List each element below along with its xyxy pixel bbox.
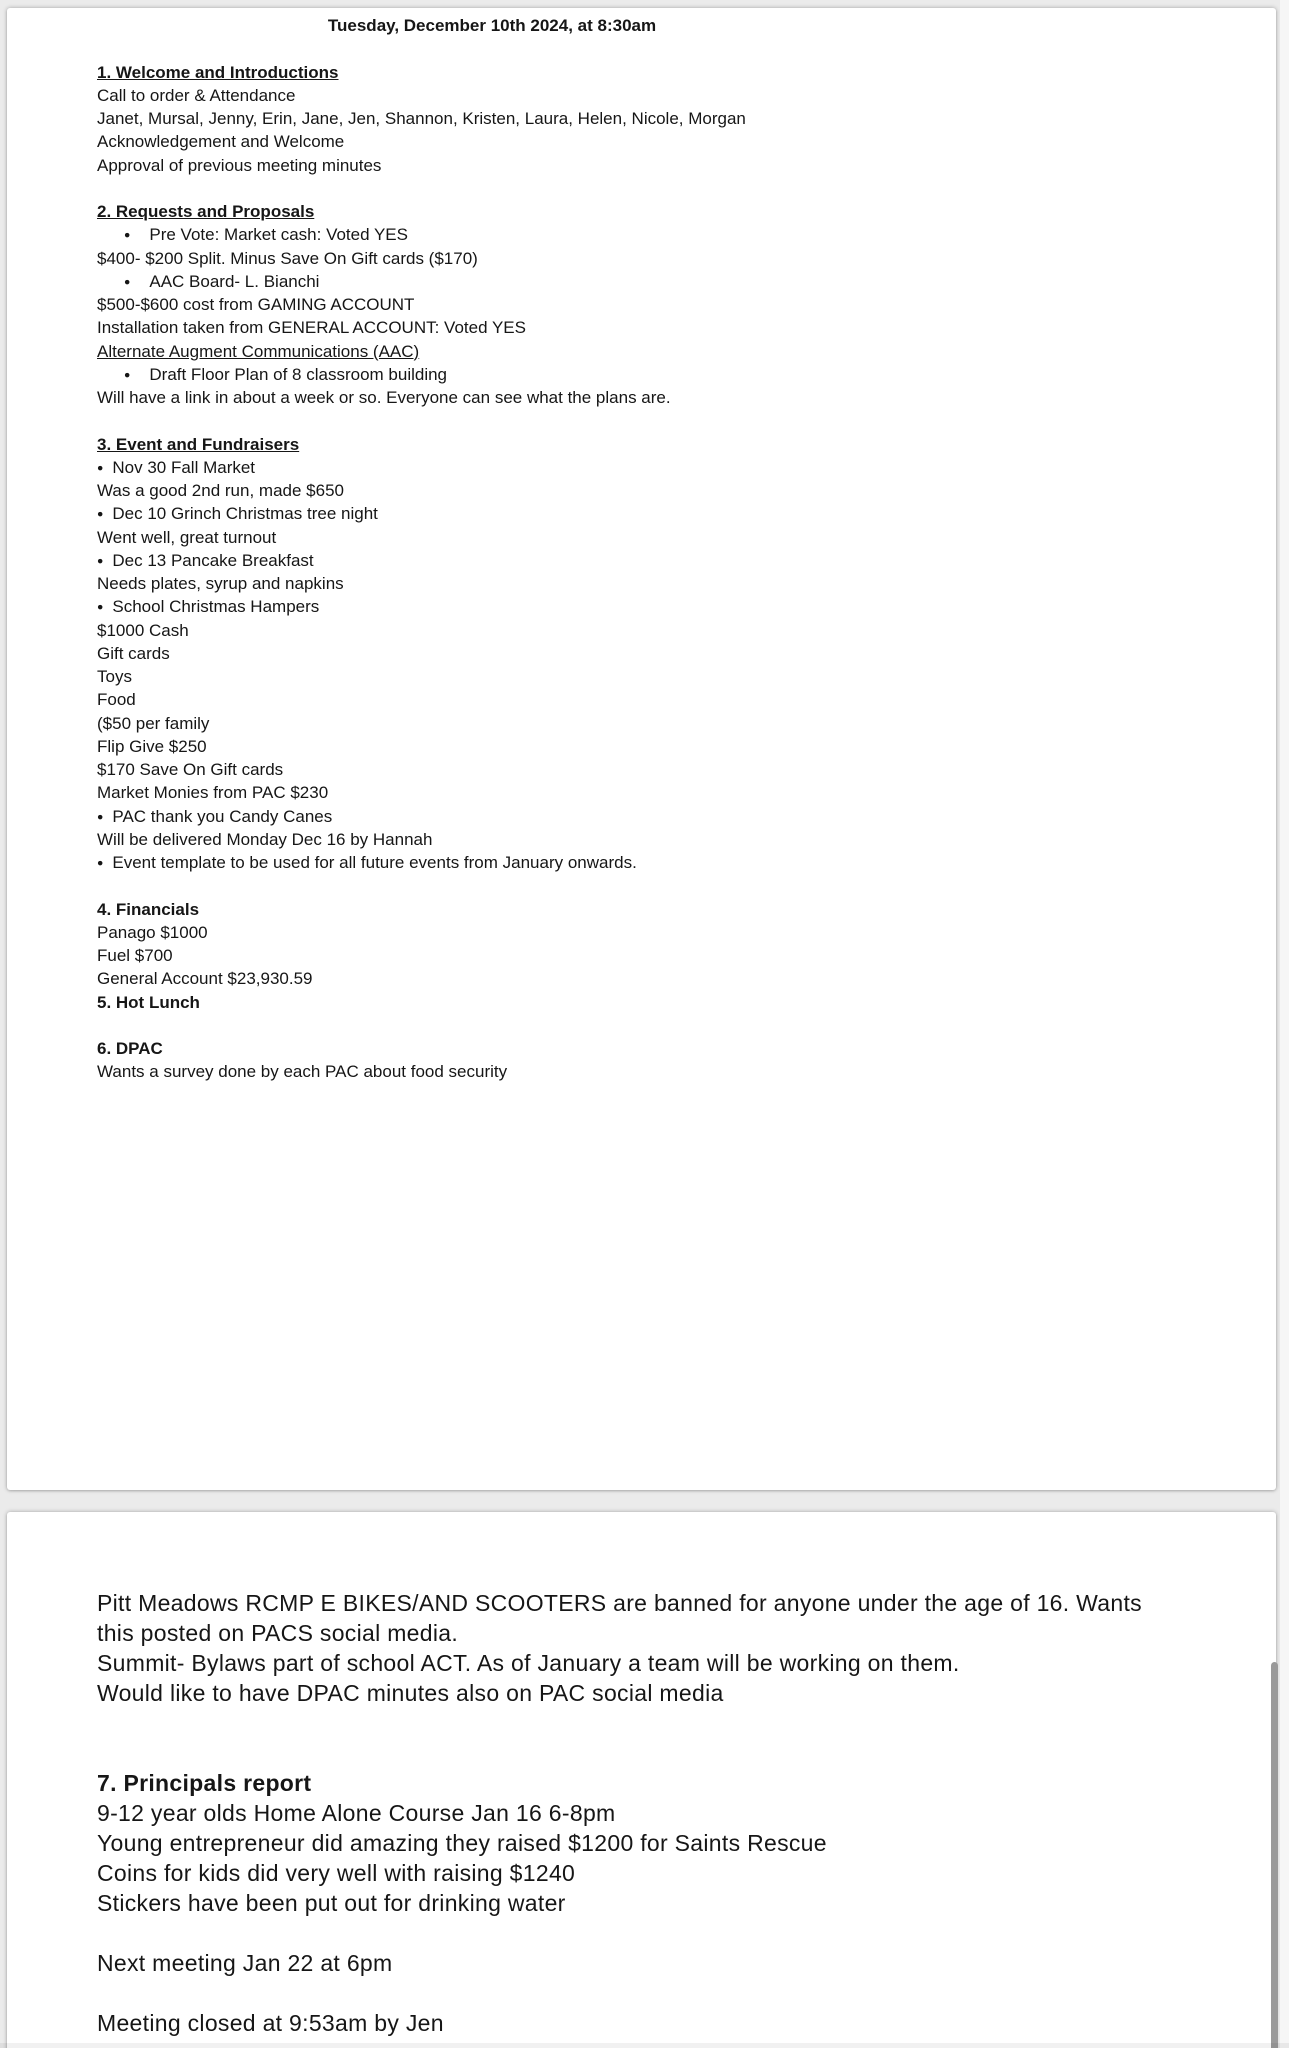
blank-line (97, 1708, 1166, 1738)
doc-title: Tuesday, December 10th 2024, at 8:30am (327, 16, 657, 35)
bullet-icon: ● (97, 810, 104, 823)
list-item (97, 549, 1166, 572)
doc-text-line: Will be delivered Monday Dec 16 by Hannah (97, 829, 433, 849)
blank-line (97, 1918, 1166, 1948)
section-heading: 6. DPAC (97, 1039, 163, 1058)
doc-text-line: Will have a link in about a week or so. Everyone can see what the plans are. (97, 388, 671, 407)
doc-text-line: Call to order & Attendance (97, 85, 296, 105)
bullet-icon: ● (97, 508, 104, 521)
doc-text-line: Needs plates, syrup and napkins (97, 574, 344, 593)
doc-text-line: Young entrepreneur did amazing they raised $1200 for Saints Rescue (97, 1830, 827, 1856)
document-page-1 (7, 8, 1276, 1490)
doc-text-line: Approval of previous meeting minutes (97, 155, 382, 175)
list-item-text: Event template to be used for all future events from January onwards. (112, 853, 637, 872)
bullet-icon: ● (97, 601, 104, 614)
doc-text-line: 9-12 year olds Home Alone Course Jan 16 6-8pm (97, 1800, 616, 1826)
list-item (97, 595, 1166, 618)
doc-text-line: Toys (97, 667, 132, 686)
doc-text-line: Was a good 2nd run, made $650 (97, 481, 344, 500)
doc-text-line: $170 Save On Gift cards (97, 760, 284, 779)
doc-text-line: Gift cards (97, 643, 170, 663)
doc-text-line: Market Monies from PAC $230 (97, 783, 329, 803)
blank-line (97, 874, 1166, 897)
vertical-scrollbar-thumb[interactable] (1271, 1662, 1278, 2048)
section-heading: 7. Principals report (97, 1770, 312, 1796)
doc-text-line: Summit- Bylaws part of school ACT. As of January a team will be working on them. (97, 1650, 960, 1676)
bullet-icon: ● (97, 554, 104, 567)
doc-text-line: $500-$600 cost from GAMING ACCOUNT (97, 295, 415, 314)
list-item-text: Dec 13 Pancake Breakfast (112, 550, 314, 570)
doc-text-line: Wants a survey done by each PAC about food security (97, 1062, 508, 1082)
bullet-icon: ● (124, 229, 131, 242)
section-heading: 5. Hot Lunch (97, 992, 200, 1012)
bottom-edge-shadow (0, 2043, 1289, 2048)
list-item (97, 363, 1166, 386)
doc-text-line: this posted on PACS social media. (97, 1620, 459, 1646)
list-item-text: School Christmas Hampers (112, 597, 320, 617)
scrollbar-track[interactable] (1280, 0, 1289, 2048)
doc-text-line: Coins for kids did very well with raising $1240 (97, 1860, 576, 1886)
section-heading: 4. Financials (97, 899, 200, 919)
doc-text-line: General Account $23,930.59 (97, 969, 313, 989)
page-1-content (97, 14, 1166, 1084)
doc-text-line: Stickers have been put out for drinking water (97, 1890, 566, 1916)
doc-text-line: Janet, Mursal, Jenny, Erin, Jane, Jen, Shannon, Kristen, Laura, Helen, Nicole, Morgan (97, 109, 746, 128)
list-item (97, 270, 1166, 293)
doc-text-line: Meeting closed at 9:53am by Jen (97, 2010, 444, 2036)
page-2-content (97, 1588, 1166, 2038)
doc-text-line: $1000 Cash (97, 620, 189, 640)
doc-text-line: Acknowledgement and Welcome (97, 132, 345, 152)
list-item (97, 456, 1166, 479)
blank-line (97, 1978, 1166, 2008)
section-heading: 1. Welcome and Introductions (97, 62, 339, 82)
bullet-icon: ● (97, 461, 104, 474)
bullet-icon: ● (97, 857, 104, 869)
section-heading: 3. Event and Fundraisers (97, 434, 300, 454)
bullet-icon: ● (124, 368, 131, 381)
underlined-text: Alternate Augment Communications (AAC) (97, 341, 420, 361)
list-item-text: Draft Floor Plan of 8 classroom building (149, 364, 448, 384)
doc-text-line: $400- $200 Split. Minus Save On Gift cards ($170) (97, 248, 478, 268)
doc-text-line: ($50 per family (97, 713, 210, 733)
blank-line (97, 37, 1166, 60)
doc-text-line: Panago $1000 (97, 922, 208, 942)
list-item-text: AAC Board- L. Bianchi (149, 271, 320, 291)
section-heading: 2. Requests and Proposals (97, 202, 315, 221)
list-item (97, 851, 1166, 874)
list-item-text: Dec 10 Grinch Christmas tree night (112, 504, 378, 524)
doc-text-line: Food (97, 690, 136, 710)
list-item (97, 502, 1166, 525)
doc-text-line: Fuel $700 (97, 946, 173, 965)
list-item-text: Pre Vote: Market cash: Voted YES (149, 225, 408, 245)
list-item-text: Nov 30 Fall Market (112, 457, 256, 477)
doc-text-line: Went well, great turnout (97, 527, 277, 547)
blank-line (97, 177, 1166, 200)
list-item (97, 805, 1166, 828)
doc-text-line: Would like to have DPAC minutes also on PAC social media (97, 1680, 724, 1706)
list-item-text: PAC thank you Candy Canes (112, 806, 333, 826)
blank-line (97, 1738, 1166, 1768)
doc-text-line: Flip Give $250 (97, 736, 207, 756)
list-item (97, 223, 1166, 246)
blank-line (97, 1014, 1166, 1037)
doc-text-line: Installation taken from GENERAL ACCOUNT: Voted YES (97, 318, 526, 338)
bullet-icon: ● (124, 275, 131, 288)
document-page-2 (7, 1512, 1276, 2048)
doc-text-line: Pitt Meadows RCMP E BIKES/AND SCOOTERS are banned for anyone under the age of 16. Wants (97, 1590, 1142, 1616)
blank-line (97, 409, 1166, 432)
doc-text-line: Next meeting Jan 22 at 6pm (97, 1950, 393, 1976)
